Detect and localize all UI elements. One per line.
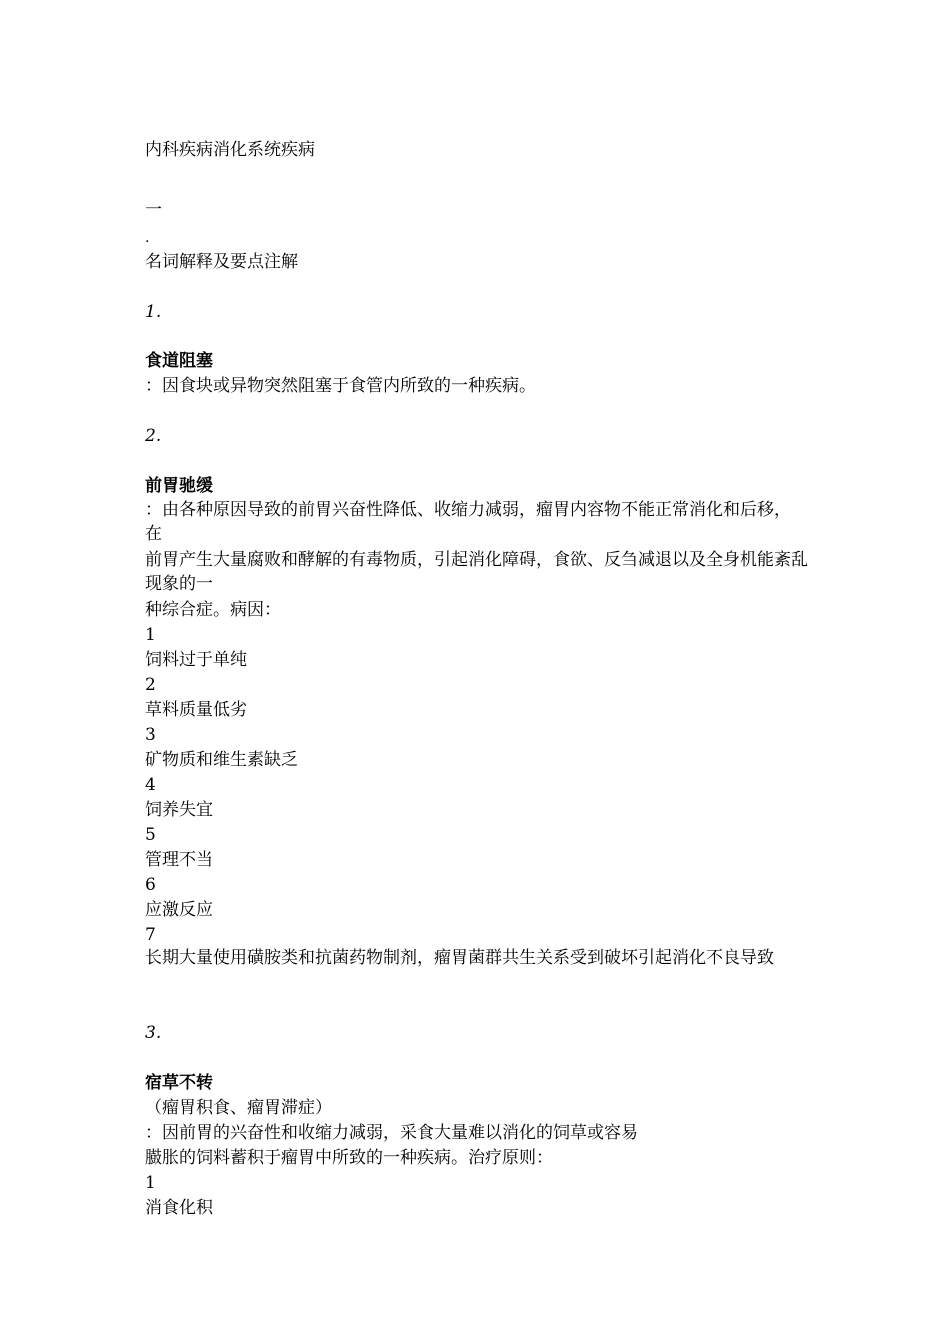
list-item-number: 5	[145, 825, 156, 845]
list-item-text: 管理不当	[145, 850, 213, 870]
list-item-number: 7	[145, 925, 156, 945]
item-number: 2.	[145, 426, 162, 446]
term-alias: （瘤胃积食、瘤胃滞症）	[145, 1098, 332, 1118]
list-item-number: 1	[145, 1173, 156, 1193]
list-item-text: 草料质量低劣	[145, 700, 247, 720]
list-item-number: 3	[145, 725, 156, 745]
section-number: 一	[145, 200, 162, 220]
item-number: 3.	[145, 1023, 162, 1043]
term-definition-line: 种综合症。病因：	[145, 600, 281, 620]
term-heading: 宿草不转	[145, 1073, 213, 1093]
list-item-text: 应激反应	[145, 900, 213, 920]
list-item-text: 矿物质和维生素缺乏	[145, 750, 298, 770]
list-item-text: 消食化积	[145, 1198, 213, 1218]
term-definition-line: ：由各种原因导致的前胃兴奋性降低、收缩力减弱，瘤胃内容物不能正常消化和后移， 在	[145, 500, 791, 544]
list-item-number: 6	[145, 875, 156, 895]
list-item-text: 饲料过于单纯	[145, 650, 247, 670]
list-item-text: 饲养失宜	[145, 800, 213, 820]
term-definition-line: 前胃产生大量腐败和酵解的有毒物质，引起消化障碍，食欲、反刍减退以及全身机能紊乱现象的一	[145, 550, 808, 594]
list-item-number: 1	[145, 625, 156, 645]
list-item-number: 2	[145, 675, 156, 695]
list-item-number: 4	[145, 775, 156, 795]
term-definition: ：因食块或异物突然阻塞于食管内所致的一种疾病。	[145, 376, 536, 396]
term-definition-line: 臌胀的饲料蓄积于瘤胃中所致的一种疾病。治疗原则：	[145, 1148, 553, 1168]
section-heading: 名词解释及要点注解	[145, 252, 298, 272]
document-title: 内科疾病消化系统疾病	[145, 140, 315, 160]
term-definition-line: ：因前胃的兴奋性和收缩力减弱，采食大量难以消化的饲草或容易	[145, 1123, 638, 1143]
list-item-text: 长期大量使用磺胺类和抗菌药物制剂，瘤胃菌群共生关系受到破坏引起消化不良导致	[145, 948, 774, 968]
term-heading: 前胃驰缓	[145, 476, 213, 496]
term-heading: 食道阻塞	[145, 351, 213, 371]
item-number: 1.	[145, 302, 162, 322]
section-number-dot: .	[145, 230, 150, 246]
